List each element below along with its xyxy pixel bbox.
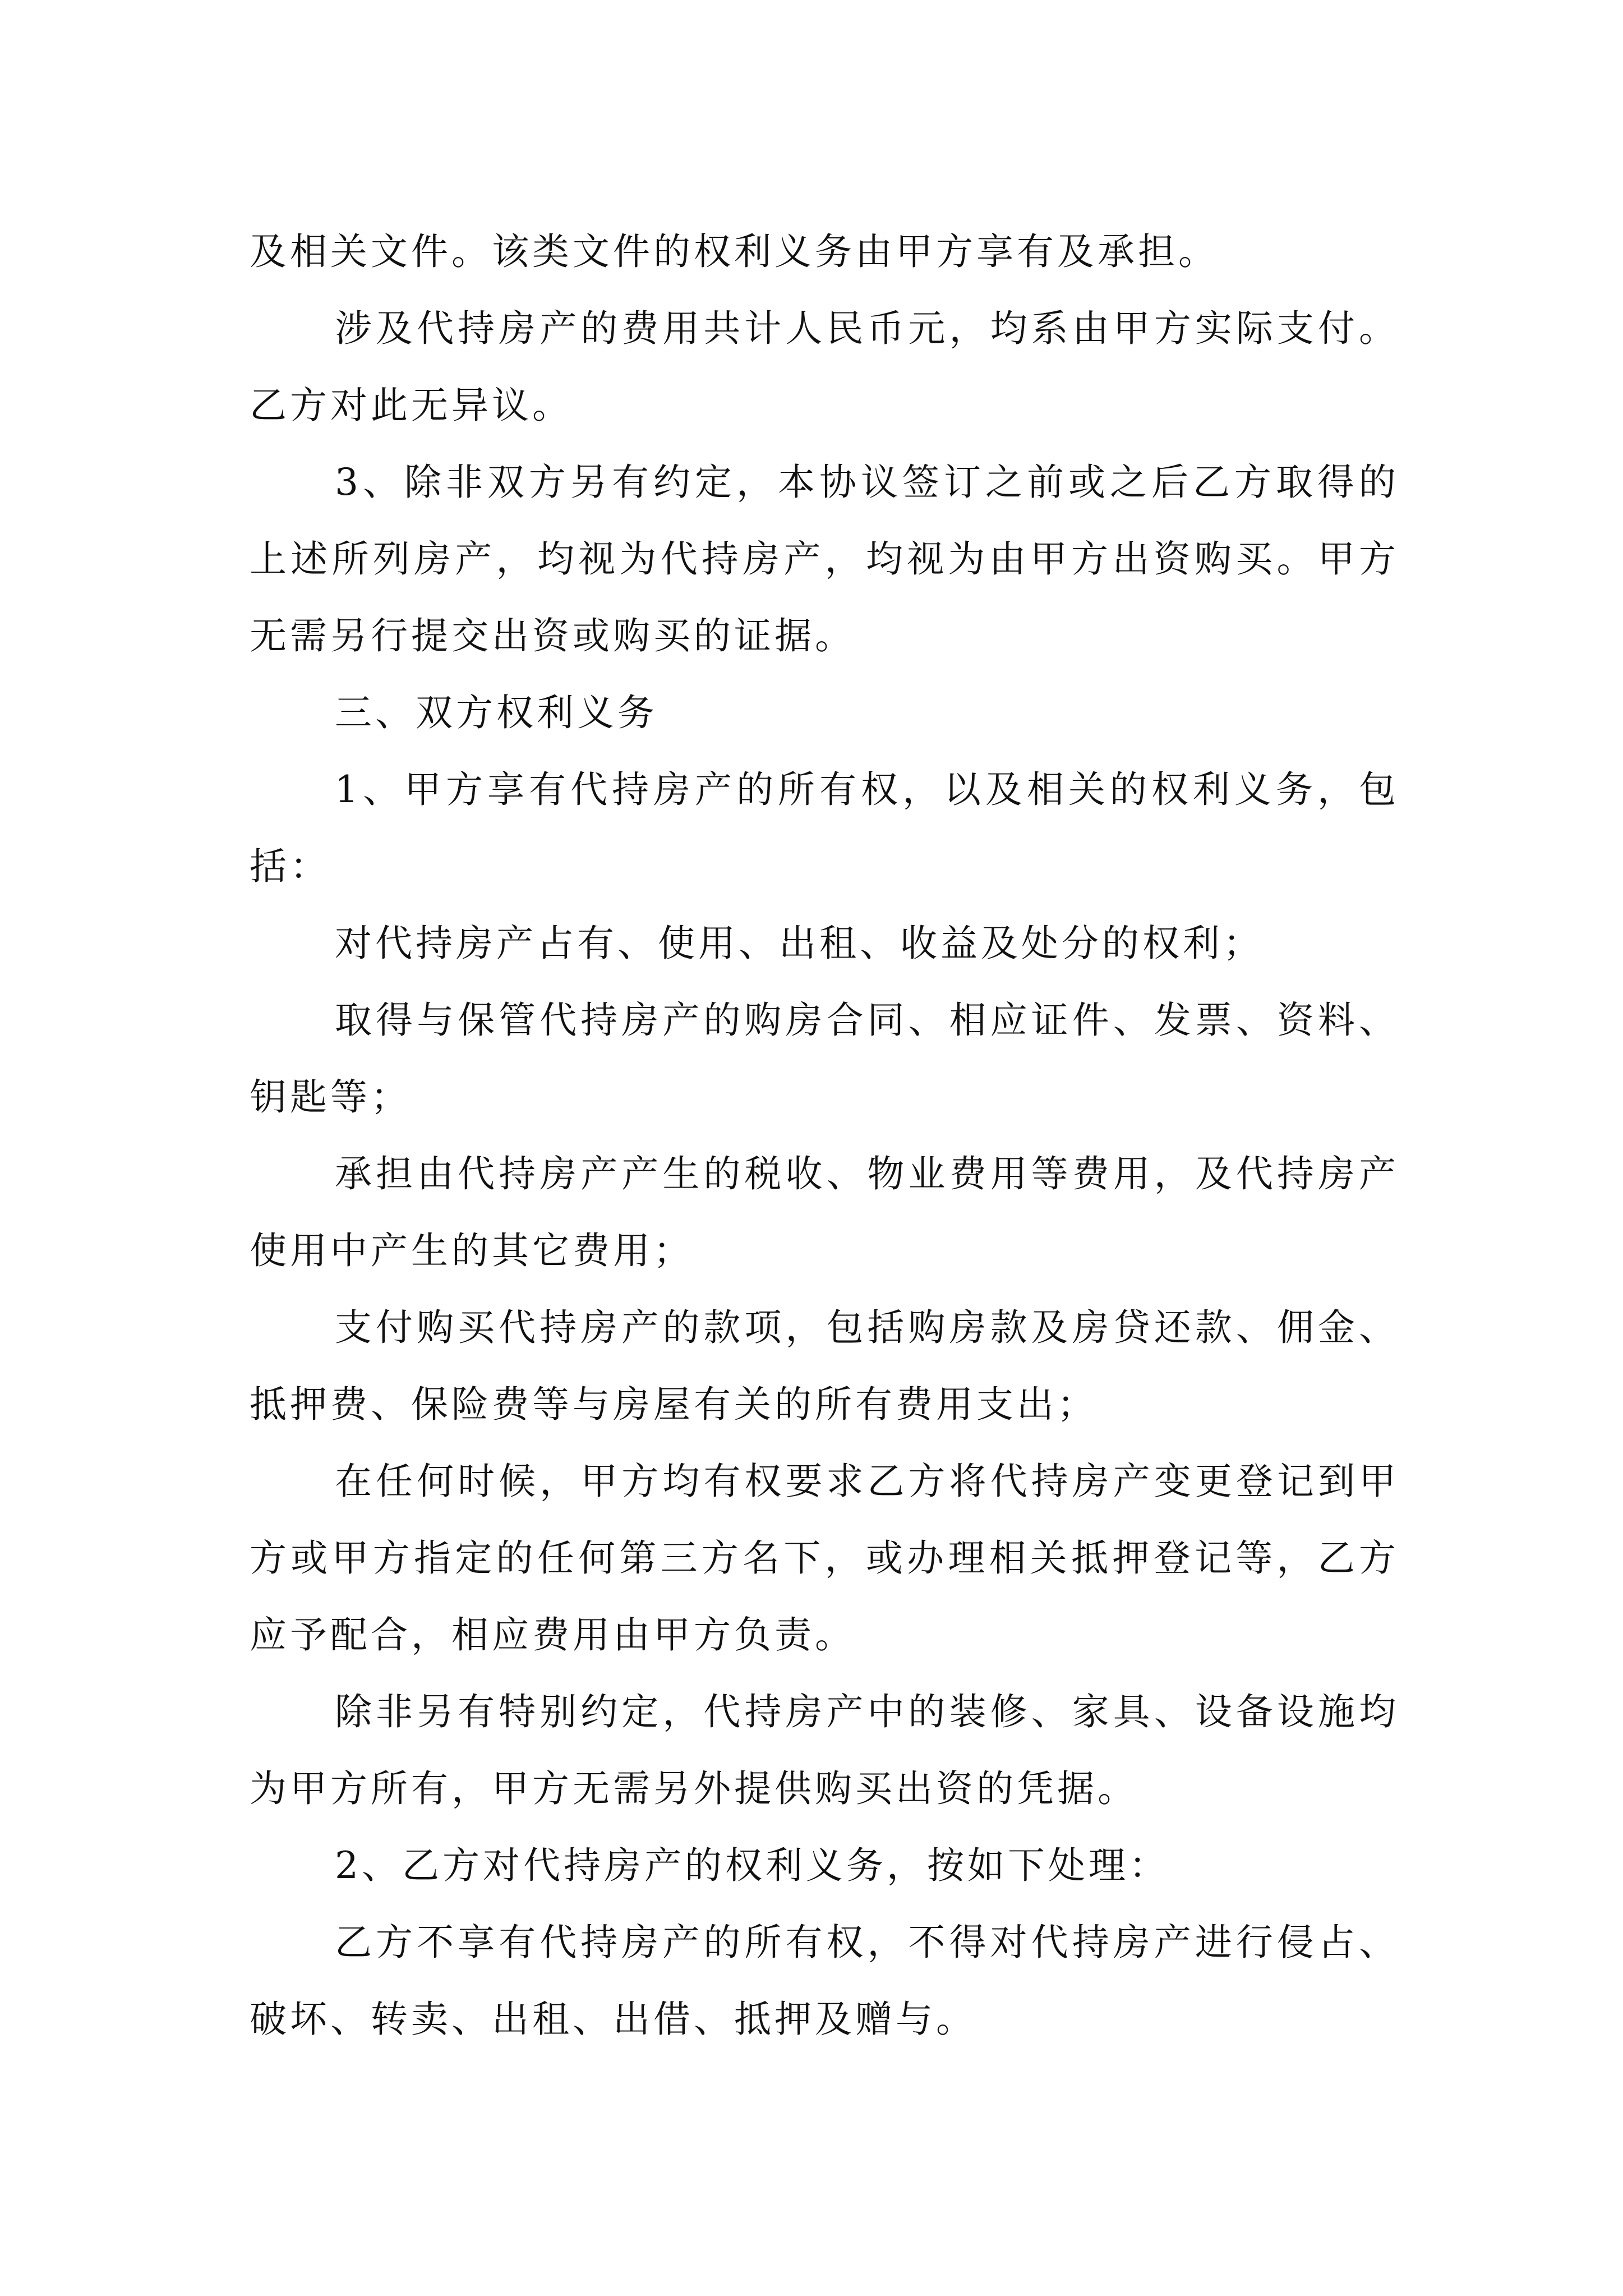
paragraph-8: 承担由代持房产产生的税收、物业费用等费用，及代持房产使用中产生的其它费用； xyxy=(250,1152,1399,1272)
paragraph-9: 支付购买代持房产的款项，包括购房款及房贷还款、佣金、抵押费、保险费等与房屋有关的所有费用支出； xyxy=(250,1306,1399,1426)
section-heading-3: 三、双方权利义务 xyxy=(335,691,658,734)
paragraph-5: 1、甲方享有代持房产的所有权，以及相关的权利义务，包括： xyxy=(250,768,1399,888)
paragraph-11: 除非另有特别约定，代持房产中的装修、家具、设备设施均为甲方所有，甲方无需另外提供购买出资的凭据。 xyxy=(250,1690,1399,1810)
paragraph-1: 及相关文件。该类文件的权利义务由甲方享有及承担。 xyxy=(250,230,1219,273)
document-body xyxy=(250,213,1399,2058)
paragraph-6: 对代持房产占有、使用、出租、收益及处分的权利； xyxy=(335,922,1264,965)
paragraph-13: 乙方不享有代持房产的所有权，不得对代持房产进行侵占、破坏、转卖、出租、出借、抵押及赠与。 xyxy=(250,1921,1399,2041)
paragraph-2: 涉及代持房产的费用共计人民币元，均系由甲方实际支付。乙方对此无异议。 xyxy=(250,307,1399,427)
paragraph-10: 在任何时候，甲方均有权要求乙方将代持房产变更登记到甲方或甲方指定的任何第三方名下，或办理相关抵押登记等，乙方应予配合，相应费用由甲方负责。 xyxy=(250,1460,1399,1657)
paragraph-7: 取得与保管代持房产的购房合同、相应证件、发票、资料、钥匙等； xyxy=(250,999,1399,1119)
paragraph-12: 2、乙方对代持房产的权利义务，按如下处理： xyxy=(335,1844,1169,1887)
paragraph-3: 3、除非双方另有约定，本协议签订之前或之后乙方取得的上述所列房产，均视为代持房产，均视为由甲方出资购买。甲方无需另行提交出资或购买的证据。 xyxy=(250,461,1399,657)
